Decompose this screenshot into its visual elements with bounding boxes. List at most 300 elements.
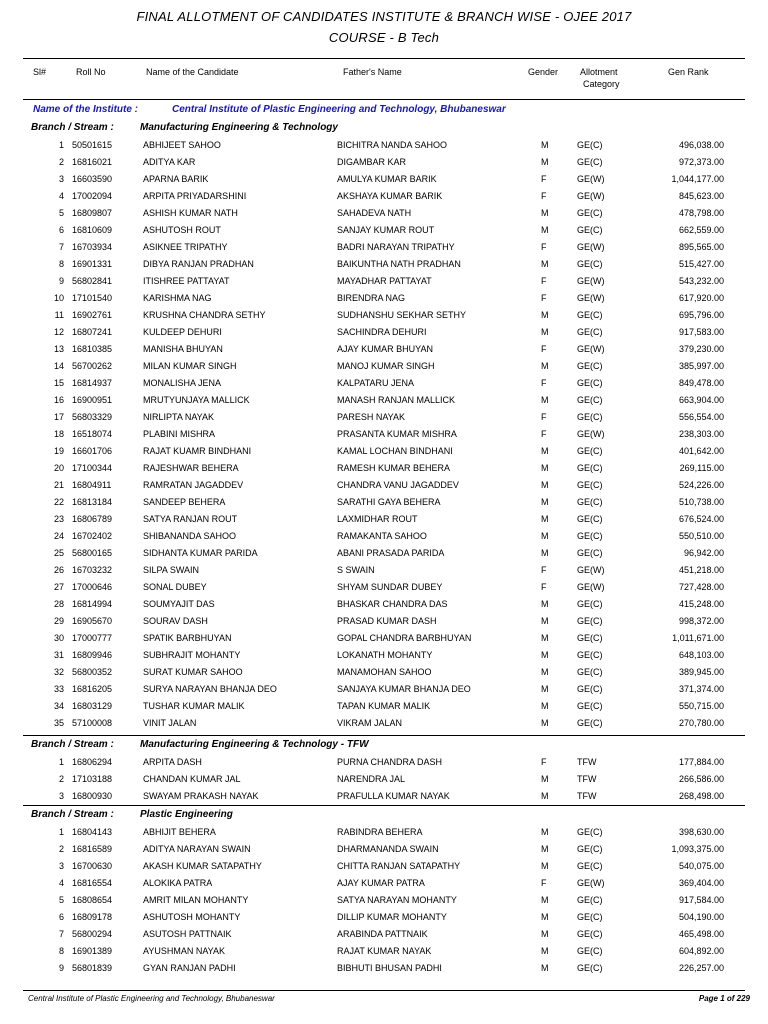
- roll-number: 57100008: [72, 718, 113, 728]
- candidate-name: ASHUTOSH ROUT: [143, 225, 221, 235]
- gen-rank: 972,373.00: [678, 157, 724, 167]
- allotment-category: GE(C): [577, 827, 603, 837]
- table-row: [0, 841, 768, 858]
- serial-number: 6: [58, 225, 64, 235]
- gen-rank: 415,248.00: [678, 599, 724, 609]
- candidate-name: SURAT KUMAR SAHOO: [143, 667, 243, 677]
- roll-number: 16601706: [72, 446, 113, 456]
- allotment-category: GE(W): [577, 276, 605, 286]
- branch-heading: [31, 122, 338, 133]
- gen-rank: 270,780.00: [678, 718, 724, 728]
- serial-number: 6: [58, 912, 64, 922]
- father-name: PRASAD KUMAR DASH: [337, 616, 437, 626]
- gen-rank: 540,075.00: [678, 861, 724, 871]
- roll-number: 16806789: [72, 514, 113, 524]
- branch-label: Branch / Stream :: [31, 739, 114, 750]
- father-name: BIRENDRA NAG: [337, 293, 406, 303]
- gender: M: [541, 140, 549, 150]
- serial-number: 11: [54, 310, 64, 320]
- gender: M: [541, 531, 549, 541]
- gender: F: [541, 344, 547, 354]
- gen-rank: 268,498.00: [678, 791, 724, 801]
- serial-number: 32: [53, 667, 64, 677]
- gender: M: [541, 861, 549, 871]
- father-name: PRASANTA KUMAR MISHRA: [337, 429, 457, 439]
- serial-number: 28: [53, 599, 64, 609]
- candidate-name: KULDEEP DEHURI: [143, 327, 222, 337]
- table-row: [0, 273, 768, 290]
- gen-rank: 1,011,671.00: [672, 633, 724, 643]
- serial-number: 23: [53, 514, 64, 524]
- gender: M: [541, 361, 549, 371]
- gen-rank: 398,630.00: [678, 827, 724, 837]
- serial-number: 34: [53, 701, 64, 711]
- serial-number: 3: [58, 791, 64, 801]
- allotment-category: GE(C): [577, 599, 603, 609]
- allotment-category: GE(C): [577, 361, 603, 371]
- table-row: [0, 943, 768, 960]
- roll-number: 16806294: [72, 757, 113, 767]
- allotment-category: GE(C): [577, 650, 603, 660]
- table-row: [0, 681, 768, 698]
- gender: M: [541, 895, 549, 905]
- candidate-name: SHIBANANDA SAHOO: [143, 531, 237, 541]
- col-header-category-line2: Category: [583, 79, 620, 89]
- allotment-category: GE(C): [577, 531, 603, 541]
- allotment-category: GE(C): [577, 497, 603, 507]
- roll-number: 17000777: [72, 633, 113, 643]
- candidate-name: MANISHA BHUYAN: [143, 344, 223, 354]
- allotment-category: GE(C): [577, 895, 603, 905]
- roll-number: 17103188: [72, 774, 113, 784]
- gen-rank: 998,372.00: [678, 616, 724, 626]
- roll-number: 16900951: [72, 395, 113, 405]
- candidate-name: ASHISH KUMAR NATH: [143, 208, 238, 218]
- father-name: PRAFULLA KUMAR NAYAK: [337, 791, 450, 801]
- section-separator: [23, 735, 745, 736]
- col-header-roll: Roll No: [76, 67, 106, 77]
- roll-number: 56800294: [72, 929, 113, 939]
- father-name: SUDHANSHU SEKHAR SETHY: [337, 310, 467, 320]
- serial-number: 9: [58, 963, 64, 973]
- candidate-name: RAJAT KUAMR BINDHANI: [143, 446, 252, 456]
- serial-number: 18: [53, 429, 64, 439]
- allotment-category: GE(C): [577, 463, 603, 473]
- gender: F: [541, 757, 547, 767]
- roll-number: 50501615: [72, 140, 113, 150]
- table-row: [0, 154, 768, 171]
- table-row: [0, 788, 768, 805]
- candidate-name: APARNA BARIK: [143, 174, 209, 184]
- gen-rank: 385,997.00: [678, 361, 724, 371]
- candidate-name: ARPITA DASH: [143, 757, 202, 767]
- father-name: PARESH NAYAK: [337, 412, 406, 422]
- gender: M: [541, 497, 549, 507]
- table-row: [0, 771, 768, 788]
- candidate-name: SANDEEP BEHERA: [143, 497, 226, 507]
- gen-rank: 550,510.00: [678, 531, 724, 541]
- gen-rank: 238,303.00: [678, 429, 724, 439]
- table-row: [0, 256, 768, 273]
- father-name: MANOJ KUMAR SINGH: [337, 361, 435, 371]
- father-name: ARABINDA PATTNAIK: [337, 929, 428, 939]
- serial-number: 30: [53, 633, 64, 643]
- gen-rank: 266,586.00: [678, 774, 724, 784]
- gender: M: [541, 548, 549, 558]
- father-name: LOKANATH MOHANTY: [337, 650, 433, 660]
- gen-rank: 727,428.00: [678, 582, 724, 592]
- serial-number: 31: [53, 650, 64, 660]
- father-name: SHYAM SUNDAR DUBEY: [337, 582, 443, 592]
- candidate-name: SIDHANTA KUMAR PARIDA: [143, 548, 258, 558]
- table-row: [0, 858, 768, 875]
- gen-rank: 177,884.00: [678, 757, 724, 767]
- candidate-name: GYAN RANJAN PADHI: [143, 963, 236, 973]
- gen-rank: 663,904.00: [678, 395, 724, 405]
- father-name: CHANDRA VANU JAGADDEV: [337, 480, 459, 490]
- gender: M: [541, 929, 549, 939]
- table-row: [0, 477, 768, 494]
- allotment-category: GE(C): [577, 259, 603, 269]
- gender: M: [541, 514, 549, 524]
- serial-number: 35: [53, 718, 64, 728]
- father-name: ABANI PRASADA PARIDA: [337, 548, 445, 558]
- candidate-name: AKASH KUMAR SATAPATHY: [143, 861, 262, 871]
- father-name: MANAMOHAN SAHOO: [337, 667, 432, 677]
- roll-number: 16816205: [72, 684, 113, 694]
- father-name: RABINDRA BEHERA: [337, 827, 423, 837]
- allotment-category: GE(C): [577, 395, 603, 405]
- table-row: [0, 647, 768, 664]
- gen-rank: 226,257.00: [678, 963, 724, 973]
- allotment-category: GE(C): [577, 718, 603, 728]
- table-row: [0, 290, 768, 307]
- gender: M: [541, 774, 549, 784]
- table-row: [0, 188, 768, 205]
- roll-number: 16810385: [72, 344, 113, 354]
- allotment-category: GE(C): [577, 929, 603, 939]
- branch-label: Branch / Stream :: [31, 122, 114, 133]
- roll-number: 16809807: [72, 208, 113, 218]
- father-name: SANJAYA KUMAR BHANJA DEO: [337, 684, 471, 694]
- gender: M: [541, 844, 549, 854]
- gen-rank: 617,920.00: [678, 293, 724, 303]
- table-row: [0, 443, 768, 460]
- table-row: [0, 926, 768, 943]
- candidate-name: SONAL DUBEY: [143, 582, 207, 592]
- candidate-name: ITISHREE PATTAYAT: [143, 276, 230, 286]
- gender: F: [541, 174, 547, 184]
- gender: M: [541, 395, 549, 405]
- gen-rank: 550,715.00: [678, 701, 724, 711]
- gender: M: [541, 208, 549, 218]
- branch-name: Plastic Engineering: [140, 809, 233, 820]
- gender: F: [541, 276, 547, 286]
- roll-number: 16807241: [72, 327, 113, 337]
- gender: M: [541, 963, 549, 973]
- roll-number: 16703232: [72, 565, 113, 575]
- candidate-name: ARPITA PRIYADARSHINI: [143, 191, 247, 201]
- table-row: [0, 909, 768, 926]
- roll-number: 16901331: [72, 259, 113, 269]
- allotment-category: GE(C): [577, 667, 603, 677]
- father-name: SARATHI GAYA BEHERA: [337, 497, 441, 507]
- allotment-category: GE(C): [577, 140, 603, 150]
- father-name: MAYADHAR PATTAYAT: [337, 276, 432, 286]
- gen-rank: 662,559.00: [678, 225, 724, 235]
- candidate-name: RAMRATAN JAGADDEV: [143, 480, 244, 490]
- serial-number: 2: [58, 774, 64, 784]
- branch-label: Branch / Stream :: [31, 809, 114, 820]
- gen-rank: 917,583.00: [678, 327, 724, 337]
- table-row: [0, 892, 768, 909]
- roll-number: 16803129: [72, 701, 113, 711]
- table-row: [0, 754, 768, 771]
- table-row: [0, 222, 768, 239]
- roll-number: 16703934: [72, 242, 113, 252]
- candidate-name: ABHIJEET SAHOO: [143, 140, 221, 150]
- gen-rank: 504,190.00: [678, 912, 724, 922]
- gender: F: [541, 293, 547, 303]
- gender: M: [541, 463, 549, 473]
- allotment-category: GE(C): [577, 378, 603, 388]
- gender: M: [541, 791, 549, 801]
- serial-number: 13: [53, 344, 64, 354]
- gender: F: [541, 878, 547, 888]
- father-name: NARENDRA JAL: [337, 774, 406, 784]
- gender: M: [541, 310, 549, 320]
- allotment-category: GE(C): [577, 701, 603, 711]
- gen-rank: 465,498.00: [678, 929, 724, 939]
- roll-number: 16901389: [72, 946, 113, 956]
- table-row: [0, 137, 768, 154]
- candidate-name: DIBYA RANJAN PRADHAN: [143, 259, 254, 269]
- gender: M: [541, 157, 549, 167]
- col-header-father: Father's Name: [343, 67, 402, 77]
- candidate-name: SUBHRAJIT MOHANTY: [143, 650, 241, 660]
- candidate-name: SATYA RANJAN ROUT: [143, 514, 238, 524]
- allotment-category: GE(C): [577, 633, 603, 643]
- roll-number: 56801839: [72, 963, 113, 973]
- gender: M: [541, 827, 549, 837]
- gender: M: [541, 667, 549, 677]
- allotment-category: TFW: [577, 774, 597, 784]
- candidate-name: AMRIT MILAN MOHANTY: [143, 895, 249, 905]
- roll-number: 56803329: [72, 412, 113, 422]
- serial-number: 16: [53, 395, 64, 405]
- father-name: BADRI NARAYAN TRIPATHY: [337, 242, 455, 252]
- gender: M: [541, 327, 549, 337]
- footer-rule: [23, 990, 745, 991]
- allotment-category: GE(C): [577, 548, 603, 558]
- gen-rank: 269,115.00: [679, 463, 724, 473]
- roll-number: 16804143: [72, 827, 113, 837]
- serial-number: 20: [53, 463, 64, 473]
- father-name: SACHINDRA DEHURI: [337, 327, 427, 337]
- gen-rank: 379,230.00: [678, 344, 724, 354]
- serial-number: 1: [58, 140, 64, 150]
- gen-rank: 1,093,375.00: [671, 844, 724, 854]
- father-name: KAMAL LOCHAN BINDHANI: [337, 446, 453, 456]
- roll-number: 56700262: [72, 361, 113, 371]
- roll-number: 16810609: [72, 225, 113, 235]
- candidate-name: RAJESHWAR BEHERA: [143, 463, 239, 473]
- father-name: AKSHAYA KUMAR BARIK: [337, 191, 443, 201]
- col-header-category-line1: Allotment: [580, 67, 618, 77]
- gen-rank: 524,226.00: [678, 480, 724, 490]
- roll-number: 16603590: [72, 174, 113, 184]
- serial-number: 3: [58, 174, 64, 184]
- serial-number: 29: [53, 616, 64, 626]
- table-row: [0, 239, 768, 256]
- gen-rank: 515,427.00: [678, 259, 724, 269]
- roll-number: 17101540: [72, 293, 113, 303]
- gen-rank: 510,738.00: [678, 497, 724, 507]
- father-name: BIBHUTI BHUSAN PADHI: [337, 963, 442, 973]
- allotment-category: GE(C): [577, 684, 603, 694]
- father-name: CHITTA RANJAN SATAPATHY: [337, 861, 461, 871]
- father-name: DHARMANANDA SWAIN: [337, 844, 439, 854]
- gen-rank: 676,524.00: [678, 514, 724, 524]
- table-row: [0, 528, 768, 545]
- serial-number: 5: [58, 895, 64, 905]
- roll-number: 16814994: [72, 599, 113, 609]
- allotment-category: GE(C): [577, 310, 603, 320]
- father-name: RAJAT KUMAR NAYAK: [337, 946, 432, 956]
- gender: M: [541, 616, 549, 626]
- father-name: BAIKUNTHA NATH PRADHAN: [337, 259, 461, 269]
- branch-heading: [31, 809, 233, 820]
- father-name: AMULYA KUMAR BARIK: [337, 174, 437, 184]
- serial-number: 14: [53, 361, 64, 371]
- gen-rank: 543,232.00: [678, 276, 724, 286]
- gender: M: [541, 259, 549, 269]
- serial-number: 21: [53, 480, 64, 490]
- allotment-category: GE(W): [577, 429, 605, 439]
- candidate-name: SWAYAM PRAKASH NAYAK: [143, 791, 259, 801]
- table-row: [0, 494, 768, 511]
- allotment-category: GE(C): [577, 946, 603, 956]
- header-top-rule: [23, 58, 745, 59]
- table-row: [0, 324, 768, 341]
- roll-number: 16902761: [72, 310, 113, 320]
- serial-number: 27: [53, 582, 64, 592]
- gender: M: [541, 633, 549, 643]
- gender: M: [541, 225, 549, 235]
- allotment-category: GE(W): [577, 878, 605, 888]
- gender: F: [541, 565, 547, 575]
- allotment-category: GE(C): [577, 963, 603, 973]
- serial-number: 4: [58, 878, 64, 888]
- table-row: [0, 426, 768, 443]
- serial-number: 24: [53, 531, 64, 541]
- gen-rank: 496,038.00: [678, 140, 724, 150]
- allotment-category: GE(C): [577, 446, 603, 456]
- roll-number: 16518074: [72, 429, 113, 439]
- serial-number: 7: [58, 242, 64, 252]
- gen-rank: 369,404.00: [678, 878, 724, 888]
- gender: M: [541, 912, 549, 922]
- candidate-name: SURYA NARAYAN BHANJA DEO: [143, 684, 277, 694]
- serial-number: 8: [58, 259, 64, 269]
- roll-number: 16816021: [72, 157, 113, 167]
- father-name: SATYA NARAYAN MOHANTY: [337, 895, 457, 905]
- roll-number: 16702402: [72, 531, 113, 541]
- gender: M: [541, 650, 549, 660]
- table-row: [0, 562, 768, 579]
- allotment-category: GE(C): [577, 912, 603, 922]
- branch-heading: [31, 739, 369, 750]
- document-title: FINAL ALLOTMENT OF CANDIDATES INSTITUTE & BRANCH WISE - OJEE 2017: [136, 9, 632, 24]
- roll-number: 17100344: [72, 463, 113, 473]
- father-name: DILLIP KUMAR MOHANTY: [337, 912, 447, 922]
- serial-number: 2: [58, 844, 64, 854]
- allotment-category: GE(C): [577, 157, 603, 167]
- roll-number: 56800352: [72, 667, 113, 677]
- candidate-name: ASHUTOSH MOHANTY: [143, 912, 241, 922]
- roll-number: 16804911: [72, 480, 112, 490]
- roll-number: 16809946: [72, 650, 113, 660]
- col-header-name: Name of the Candidate: [146, 67, 239, 77]
- roll-number: 16808654: [72, 895, 113, 905]
- institute-name: Central Institute of Plastic Engineering and Technology, Bhubaneswar: [172, 104, 506, 115]
- candidate-name: KRUSHNA CHANDRA SETHY: [143, 310, 266, 320]
- gender: F: [541, 412, 547, 422]
- serial-number: 22: [53, 497, 64, 507]
- candidate-name: ASUTOSH PATTNAIK: [143, 929, 232, 939]
- gender: F: [541, 242, 547, 252]
- allotment-category: TFW: [577, 791, 597, 801]
- col-header-sl: Sl#: [33, 67, 47, 77]
- roll-number: 16813184: [72, 497, 113, 507]
- allotment-category: GE(C): [577, 225, 603, 235]
- gen-rank: 389,945.00: [678, 667, 724, 677]
- table-row: [0, 375, 768, 392]
- gen-rank: 478,798.00: [678, 208, 724, 218]
- institute-label: Name of the Institute :: [33, 104, 139, 115]
- candidate-name: TUSHAR KUMAR MALIK: [143, 701, 245, 711]
- roll-number: 16816554: [72, 878, 113, 888]
- candidate-name: NIRLIPTA NAYAK: [143, 412, 215, 422]
- table-row: [0, 824, 768, 841]
- father-name: AJAY KUMAR BHUYAN: [337, 344, 434, 354]
- roll-number: 17002094: [72, 191, 113, 201]
- col-header-gender: Gender: [528, 67, 559, 77]
- allotment-category: GE(C): [577, 844, 603, 854]
- candidate-name: SPATIK BARBHUYAN: [143, 633, 232, 643]
- roll-number: 16905670: [72, 616, 113, 626]
- gender: F: [541, 191, 547, 201]
- serial-number: 9: [58, 276, 64, 286]
- table-row: [0, 358, 768, 375]
- serial-number: 1: [58, 827, 64, 837]
- father-name: BHASKAR CHANDRA DAS: [337, 599, 448, 609]
- roll-number: 16700630: [72, 861, 113, 871]
- candidate-name: ABHIJIT BEHERA: [143, 827, 216, 837]
- footer-institute: Central Institute of Plastic Engineering and Technology, Bhubaneswar: [28, 994, 275, 1003]
- candidate-name: ASIKNEE TRIPATHY: [143, 242, 228, 252]
- table-row: [0, 307, 768, 324]
- gender: F: [541, 429, 547, 439]
- gender: F: [541, 582, 547, 592]
- gender: M: [541, 718, 549, 728]
- allotment-category: GE(C): [577, 616, 603, 626]
- gen-rank: 96,942.00: [683, 548, 724, 558]
- gen-rank: 401,642.00: [678, 446, 724, 456]
- allotment-category: GE(W): [577, 174, 605, 184]
- father-name: PURNA CHANDRA DASH: [337, 757, 443, 767]
- section-separator: [23, 805, 745, 806]
